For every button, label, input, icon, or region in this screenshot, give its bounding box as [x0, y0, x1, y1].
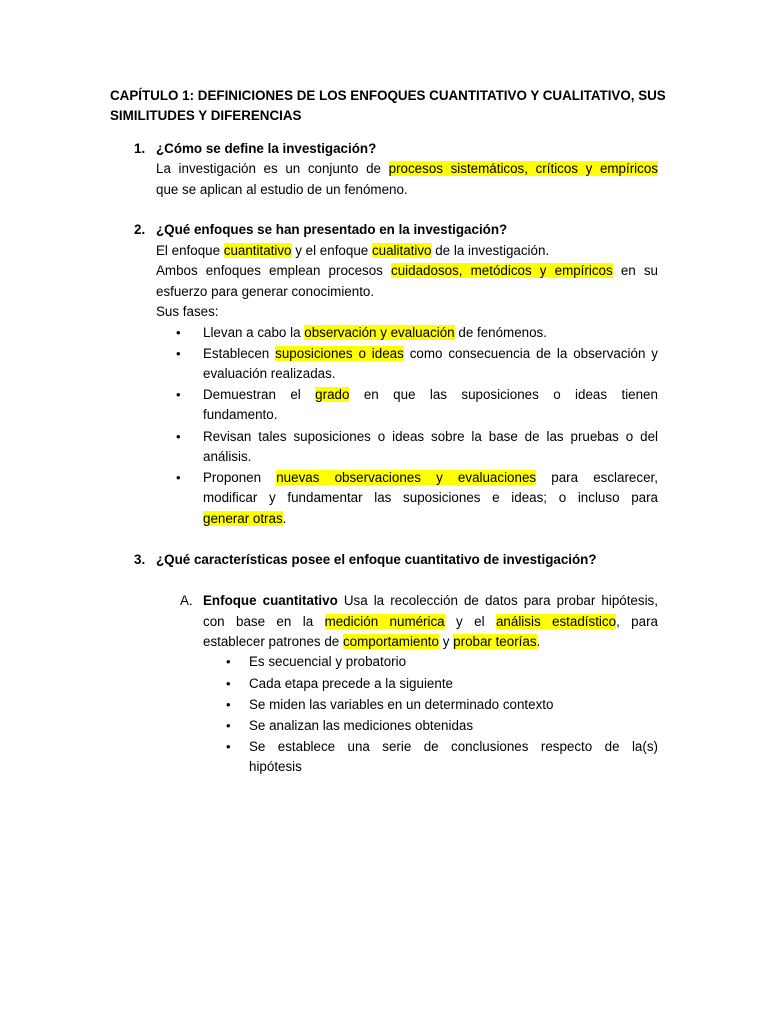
phase-item-5-line-3 — [203, 509, 286, 529]
characteristic-item: Se miden las variables en un determinado contexto — [249, 697, 554, 712]
phase-item-5-line-1 — [203, 468, 658, 488]
question-2-answer-line-1 — [156, 241, 549, 261]
question-2-heading: ¿Qué enfoques se han presentado en la investigación? — [156, 222, 508, 237]
highlighted-text: grado — [315, 387, 350, 402]
bullet-icon: • — [176, 346, 181, 361]
question-2-answer-line-3: esfuerzo para generar conocimiento. — [156, 284, 375, 299]
question-2-answer-line-2 — [156, 261, 658, 281]
highlighted-text: cuantitativo — [223, 243, 292, 258]
subsection-a-line-3 — [203, 632, 540, 652]
bullet-icon: • — [176, 429, 181, 444]
phase-item-1 — [203, 323, 547, 343]
subsection-a-line-2 — [203, 612, 658, 632]
phase-item-4-line-1: Revisan tales suposiciones o ideas sobre la base de las pruebas o del — [203, 429, 658, 444]
text-run — [496, 614, 658, 629]
characteristic-item: Se analizan las mediciones obtenidas — [249, 718, 474, 733]
question-1-heading: ¿Cómo se define la investigación? — [156, 141, 377, 156]
characteristic-item: Es secuencial y probatorio — [249, 654, 407, 669]
highlighted-text: nuevas observaciones y evaluaciones — [276, 470, 537, 485]
characteristic-item-5-line-1: Se establece una serie de conclusiones respecto de la(s) — [249, 739, 658, 754]
highlighted-text: procesos sistemáticos, críticos y empíricos — [388, 161, 658, 176]
highlighted-text: observación y evaluación — [304, 325, 455, 340]
question-1-answer-line-2: que se aplican al estudio de un fenómeno. — [156, 182, 408, 197]
phases-label: Sus fases: — [156, 304, 219, 319]
phase-item-2-line-1 — [203, 344, 658, 364]
characteristic-item-5-line-2: hipótesis — [249, 759, 302, 774]
highlighted-text: suposiciones o ideas — [275, 346, 404, 361]
text-run: con base en la — [203, 614, 314, 629]
text-run: y — [442, 634, 450, 649]
question-3-heading: ¿Qué características posee el enfoque cuantitativo de investigación? — [156, 552, 597, 567]
bullet-icon: • — [226, 739, 231, 754]
text-run: . — [536, 634, 541, 649]
highlighted-text: comportamiento — [342, 634, 439, 649]
text-run: Proponen — [203, 470, 262, 485]
text-run: en que las suposiciones o ideas tienen — [363, 387, 658, 402]
bullet-icon: • — [226, 697, 231, 712]
text-run: de fenómenos. — [458, 325, 547, 340]
phase-item-3-line-2: fundamento. — [203, 407, 278, 422]
chapter-title-line-2: SIMILITUDES Y DIFERENCIAS — [110, 108, 302, 123]
chapter-title-line-1: CAPÍTULO 1: DEFINICIONES DE LOS ENFOQUES CUANTITATIVO Y CUALITATIVO, SUS — [110, 88, 666, 103]
text-run: El enfoque — [156, 243, 221, 258]
highlighted-text: cuidadosos, metódicos y empíricos — [391, 263, 613, 278]
highlighted-text: medición numérica — [324, 614, 445, 629]
text-run: . — [282, 511, 287, 526]
bullet-icon: • — [226, 654, 231, 669]
text-run: para esclarecer, — [551, 470, 658, 485]
text-run: y el — [456, 614, 485, 629]
text-run: Llevan a cabo la — [203, 325, 301, 340]
phase-item-5-line-2: modificar y fundamentar las suposiciones e ideas; o incluso para — [203, 490, 658, 505]
bullet-icon: • — [226, 676, 231, 691]
text-run: , para — [616, 614, 658, 629]
bullet-icon: • — [176, 325, 181, 340]
phase-item-2-line-2: evaluación realizadas. — [203, 366, 336, 381]
text-run: Ambos enfoques emplean procesos — [156, 263, 383, 278]
bold-term: Enfoque cuantitativo — [203, 593, 338, 608]
bullet-icon: • — [176, 387, 181, 402]
text-run: Demuestran el — [203, 387, 301, 402]
highlighted-text: generar otras — [203, 511, 283, 526]
question-2-number: 2. — [134, 222, 146, 237]
question-1-answer-line-1 — [156, 159, 658, 179]
bullet-icon: • — [176, 470, 181, 485]
highlighted-text: probar teorías — [453, 634, 537, 649]
highlighted-text: cualitativo — [371, 243, 432, 258]
text-run: La investigación es un conjunto de — [156, 161, 381, 176]
bullet-icon: • — [226, 718, 231, 733]
text-run: Usa la recolección de datos para probar hipótesis, — [343, 593, 658, 608]
text-run: establecer patrones de — [203, 634, 340, 649]
text-run: como consecuencia de la observación y — [409, 346, 658, 361]
question-3-number: 3. — [134, 552, 146, 567]
text-run: de la investigación. — [435, 243, 550, 258]
phase-item-4-line-2: análisis. — [203, 449, 252, 464]
subsection-a-line-1 — [203, 591, 658, 611]
highlighted-text: análisis estadístico — [495, 614, 617, 629]
text-run: y el enfoque — [295, 243, 369, 258]
chapter-title — [110, 86, 670, 126]
subsection-a-letter: A. — [180, 593, 193, 608]
text-run: Establecen — [203, 346, 270, 361]
characteristic-item: Cada etapa precede a la siguiente — [249, 676, 453, 691]
question-1-number: 1. — [134, 141, 146, 156]
text-run: en su — [620, 263, 658, 278]
phase-item-3-line-1 — [203, 385, 658, 405]
